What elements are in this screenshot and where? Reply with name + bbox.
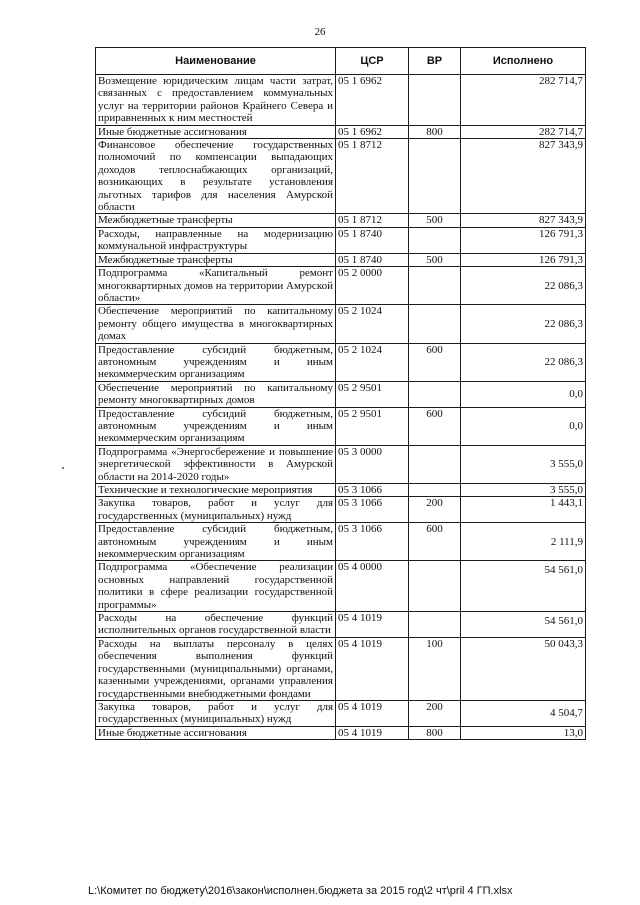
table-row [96, 407, 586, 445]
row-name: Финансовое обеспечение государственных полномочий по компенсации выпадающих доходов теплоснабжающих организаций, возникающих в результате установления льготных тарифов для населения Амурской области [96, 139, 336, 214]
row-csr: 05 4 1019 [336, 637, 409, 700]
table-row [96, 445, 586, 483]
table-row [96, 497, 586, 523]
row-csr: 05 4 1019 [336, 726, 409, 739]
table-row [96, 612, 586, 638]
row-name: Иные бюджетные ассигнования [96, 125, 336, 138]
row-done: 54 561,0 [461, 612, 586, 638]
row-csr: 05 2 0000 [336, 267, 409, 305]
row-done: 4 504,7 [461, 700, 586, 726]
row-name: Подпрограмма «Обеспечение реализации основных направлений государственной политики в сфере реализации государственной программы» [96, 561, 336, 612]
row-done: 282 714,7 [461, 125, 586, 138]
table-row [96, 75, 586, 126]
row-done: 22 086,3 [461, 267, 586, 305]
row-csr: 05 1 8712 [336, 139, 409, 214]
table-row [96, 227, 586, 253]
scan-speck [62, 467, 64, 469]
row-csr: 05 2 1024 [336, 305, 409, 343]
row-name: Подпрограмма «Капитальный ремонт многоквартирных домов на территории Амурской области» [96, 267, 336, 305]
header-vr: ВР [409, 48, 461, 75]
row-vr: 500 [409, 214, 461, 227]
row-csr: 05 1 6962 [336, 125, 409, 138]
row-name: Подпрограмма «Энергосбережение и повышение энергетической эффективности в Амурской области на 2014-2020 годы» [96, 445, 336, 483]
row-done: 3 555,0 [461, 445, 586, 483]
row-done: 2 111,9 [461, 523, 586, 561]
row-vr [409, 445, 461, 483]
table-row [96, 561, 586, 612]
row-done: 827 343,9 [461, 214, 586, 227]
row-csr: 05 1 8740 [336, 227, 409, 253]
table-row [96, 125, 586, 138]
header-csr: ЦСР [336, 48, 409, 75]
row-vr [409, 305, 461, 343]
row-vr [409, 612, 461, 638]
row-csr: 05 1 8712 [336, 214, 409, 227]
table-row [96, 343, 586, 381]
row-done: 0,0 [461, 407, 586, 445]
row-done: 0,0 [461, 381, 586, 407]
row-done: 54 561,0 [461, 561, 586, 612]
row-csr: 05 2 1024 [336, 343, 409, 381]
row-done: 22 086,3 [461, 343, 586, 381]
file-path-footer: L:\Комитет по бюджету\2016\закон\исполнен.бюджета за 2015 год\2 чт\pril 4 ГП.xlsx [88, 885, 513, 897]
row-vr: 800 [409, 125, 461, 138]
row-name: Межбюджетные трансферты [96, 214, 336, 227]
row-name: Предоставление субсидий бюджетным, автономным учреждениям и иным некоммерческим организациям [96, 343, 336, 381]
table-row [96, 214, 586, 227]
row-vr: 500 [409, 253, 461, 266]
row-done: 13,0 [461, 726, 586, 739]
row-done: 3 555,0 [461, 484, 586, 497]
table-row [96, 484, 586, 497]
table-row [96, 700, 586, 726]
row-csr: 05 3 1066 [336, 523, 409, 561]
row-vr [409, 561, 461, 612]
row-name: Межбюджетные трансферты [96, 253, 336, 266]
row-vr: 200 [409, 497, 461, 523]
row-csr: 05 3 1066 [336, 497, 409, 523]
table-row [96, 139, 586, 214]
row-name: Предоставление субсидий бюджетным, автономным учреждениям и иным некоммерческим организациям [96, 407, 336, 445]
row-name: Технические и технологические мероприятия [96, 484, 336, 497]
row-done: 50 043,3 [461, 637, 586, 700]
row-vr [409, 75, 461, 126]
row-csr: 05 2 9501 [336, 407, 409, 445]
row-vr: 800 [409, 726, 461, 739]
row-done: 827 343,9 [461, 139, 586, 214]
row-csr: 05 1 6962 [336, 75, 409, 126]
table-row [96, 267, 586, 305]
row-name: Закупка товаров, работ и услуг для государственных (муниципальных) нужд [96, 700, 336, 726]
row-csr: 05 2 9501 [336, 381, 409, 407]
row-done: 22 086,3 [461, 305, 586, 343]
header-name: Наименование [96, 48, 336, 75]
header-done: Исполнено [461, 48, 586, 75]
table-row [96, 637, 586, 700]
row-vr: 100 [409, 637, 461, 700]
row-vr: 600 [409, 523, 461, 561]
row-vr [409, 227, 461, 253]
row-vr [409, 267, 461, 305]
row-name: Возмещение юридическим лицам части затрат, связанных с предоставлением коммунальных услуг на территории районов Крайнего Севера и приравненных к ним местностей [96, 75, 336, 126]
table-row [96, 523, 586, 561]
row-name: Закупка товаров, работ и услуг для государственных (муниципальных) нужд [96, 497, 336, 523]
table-header-row [96, 48, 586, 75]
row-name: Обеспечение мероприятий по капитальному ремонту многоквартирных домов [96, 381, 336, 407]
row-vr [409, 139, 461, 214]
row-name: Предоставление субсидий бюджетным, автономным учреждениям и иным некоммерческим организациям [96, 523, 336, 561]
table-row [96, 305, 586, 343]
budget-execution-table [95, 47, 586, 740]
table-row [96, 253, 586, 266]
row-vr: 200 [409, 700, 461, 726]
row-csr: 05 4 1019 [336, 700, 409, 726]
row-name: Расходы, направленные на модернизацию коммунальной инфраструктуры [96, 227, 336, 253]
row-done: 1 443,1 [461, 497, 586, 523]
row-csr: 05 3 1066 [336, 484, 409, 497]
row-csr: 05 3 0000 [336, 445, 409, 483]
row-vr: 600 [409, 343, 461, 381]
row-csr: 05 4 1019 [336, 612, 409, 638]
row-done: 282 714,7 [461, 75, 586, 126]
table-row [96, 726, 586, 739]
page-number: 26 [314, 26, 326, 38]
row-vr: 600 [409, 407, 461, 445]
row-csr: 05 4 0000 [336, 561, 409, 612]
row-vr [409, 484, 461, 497]
row-done: 126 791,3 [461, 253, 586, 266]
row-name: Иные бюджетные ассигнования [96, 726, 336, 739]
row-name: Расходы на обеспечение функций исполнительных органов государственной власти [96, 612, 336, 638]
row-done: 126 791,3 [461, 227, 586, 253]
row-name: Обеспечение мероприятий по капитальному ремонту общего имущества в многоквартирных домах [96, 305, 336, 343]
row-vr [409, 381, 461, 407]
row-csr: 05 1 8740 [336, 253, 409, 266]
table-row [96, 381, 586, 407]
row-name: Расходы на выплаты персоналу в целях обеспечения выполнения функций государственными (муниципальными) органами, казенными учреждениями, органами управления государственными внебюджетными фондами [96, 637, 336, 700]
